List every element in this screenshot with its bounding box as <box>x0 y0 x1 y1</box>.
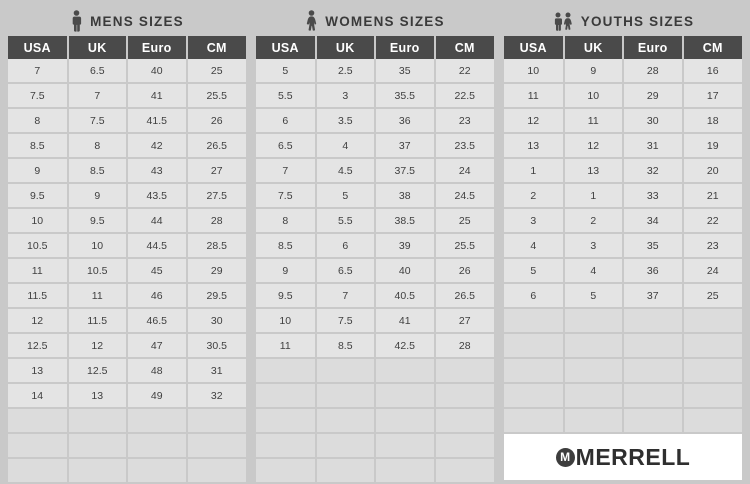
table-cell-uk: 6 <box>316 233 376 258</box>
table-cell-empty <box>8 433 68 458</box>
panel-womens-title <box>256 10 494 32</box>
table-cell-euro: 37.5 <box>375 158 435 183</box>
table-cell-empty <box>435 458 495 483</box>
table-cell-euro: 37 <box>623 283 683 308</box>
table-cell-usa: 4 <box>504 233 564 258</box>
table-cell-uk: 11.5 <box>68 308 128 333</box>
table-cell-usa: 13 <box>504 133 564 158</box>
table-cell-usa: 2 <box>504 183 564 208</box>
table-cell-euro: 41.5 <box>127 108 187 133</box>
table-row <box>504 233 742 258</box>
table-cell-empty <box>256 383 316 408</box>
table-cell-euro: 40 <box>375 258 435 283</box>
table-row <box>8 358 246 383</box>
table-cell-empty <box>316 358 376 383</box>
table-cell-empty <box>564 408 624 433</box>
table-cell-cm: 19 <box>683 133 743 158</box>
table-cell-uk: 3 <box>316 83 376 108</box>
table-youths-body <box>504 59 742 481</box>
table-cell-cm: 22.5 <box>435 83 495 108</box>
table-cell-uk: 1 <box>564 183 624 208</box>
table-cell-cm: 27 <box>435 308 495 333</box>
table-cell-cm: 20 <box>683 158 743 183</box>
col-uk: UK <box>68 36 128 59</box>
table-row <box>8 233 246 258</box>
table-row <box>504 59 742 83</box>
table-cell-euro: 47 <box>127 333 187 358</box>
table-cell-uk: 9.5 <box>68 208 128 233</box>
table-cell-cm: 30.5 <box>187 333 247 358</box>
panel-mens <box>8 10 246 452</box>
table-cell-euro: 41 <box>375 308 435 333</box>
table-cell-euro: 33 <box>623 183 683 208</box>
table-cell-euro: 31 <box>623 133 683 158</box>
col-cm: CM <box>435 36 495 59</box>
table-cell-empty <box>127 458 187 483</box>
table-cell-euro: 37 <box>375 133 435 158</box>
table-cell-empty <box>68 408 128 433</box>
table-cell-uk: 4.5 <box>316 158 376 183</box>
table-cell-uk: 2.5 <box>316 59 376 83</box>
table-row <box>256 333 494 358</box>
table-cell-empty <box>316 408 376 433</box>
table-mens-header-row <box>8 36 246 59</box>
table-cell-euro: 32 <box>623 158 683 183</box>
children-figures-icon <box>552 10 574 32</box>
table-row <box>8 158 246 183</box>
col-usa: USA <box>8 36 68 59</box>
table-row-empty <box>8 458 246 483</box>
table-cell-usa: 10 <box>8 208 68 233</box>
table-cell-cm: 29 <box>187 258 247 283</box>
table-cell-uk: 11 <box>68 283 128 308</box>
table-youths-header-row <box>504 36 742 59</box>
panel-womens-title-text: WOMENS SIZES <box>325 13 445 29</box>
table-cell-empty <box>8 408 68 433</box>
table-cell-uk: 8.5 <box>316 333 376 358</box>
table-cell-cm: 25.5 <box>435 233 495 258</box>
table-cell-euro: 45 <box>127 258 187 283</box>
table-cell-euro: 38 <box>375 183 435 208</box>
table-cell-usa: 10 <box>256 308 316 333</box>
table-cell-usa: 8 <box>8 108 68 133</box>
table-cell-euro: 28 <box>623 59 683 83</box>
table-row-empty <box>256 408 494 433</box>
table-row-empty <box>504 358 742 383</box>
table-row <box>8 383 246 408</box>
table-cell-usa: 7 <box>8 59 68 83</box>
col-usa: USA <box>256 36 316 59</box>
table-cell-uk: 2 <box>564 208 624 233</box>
table-cell-euro: 43 <box>127 158 187 183</box>
table-row <box>256 108 494 133</box>
table-cell-empty <box>623 408 683 433</box>
table-cell-cm: 25 <box>435 208 495 233</box>
table-cell-cm: 32 <box>187 383 247 408</box>
table-cell-empty <box>187 433 247 458</box>
table-row-empty <box>256 458 494 483</box>
panel-youths <box>504 10 742 470</box>
table-cell-empty <box>683 383 743 408</box>
table-cell-empty <box>504 383 564 408</box>
table-cell-empty <box>68 433 128 458</box>
table-cell-cm: 26 <box>435 258 495 283</box>
woman-figure-icon <box>305 10 318 32</box>
panel-mens-title <box>8 10 246 32</box>
table-row <box>504 108 742 133</box>
table-cell-uk: 7.5 <box>316 308 376 333</box>
table-cell-cm: 24.5 <box>435 183 495 208</box>
table-womens <box>256 36 494 484</box>
table-row <box>504 258 742 283</box>
table-cell-uk: 10.5 <box>68 258 128 283</box>
table-cell-empty <box>435 433 495 458</box>
panel-womens <box>256 10 494 452</box>
col-cm: CM <box>683 36 743 59</box>
table-cell-empty <box>316 433 376 458</box>
table-cell-empty <box>375 408 435 433</box>
table-cell-empty <box>504 308 564 333</box>
merrell-wordmark: MERRELL <box>575 443 691 470</box>
col-euro: Euro <box>375 36 435 59</box>
table-cell-usa: 11 <box>504 83 564 108</box>
table-row <box>256 233 494 258</box>
table-row <box>8 258 246 283</box>
table-mens <box>8 36 246 484</box>
table-cell-cm: 25 <box>683 283 743 308</box>
table-cell-cm: 25 <box>187 59 247 83</box>
table-row <box>256 83 494 108</box>
table-row <box>504 183 742 208</box>
table-cell-euro: 34 <box>623 208 683 233</box>
table-cell-empty <box>683 308 743 333</box>
table-cell-empty <box>256 433 316 458</box>
table-cell-uk: 13 <box>68 383 128 408</box>
table-cell-usa: 3 <box>504 208 564 233</box>
table-cell-empty <box>564 333 624 358</box>
table-cell-uk: 10 <box>564 83 624 108</box>
table-cell-cm: 23 <box>435 108 495 133</box>
table-cell-empty <box>316 458 376 483</box>
table-row-empty <box>504 333 742 358</box>
table-cell-usa: 9 <box>8 158 68 183</box>
table-cell-cm: 28 <box>435 333 495 358</box>
table-row <box>8 59 246 83</box>
table-cell-empty <box>187 408 247 433</box>
table-cell-empty <box>504 408 564 433</box>
table-cell-cm: 26.5 <box>435 283 495 308</box>
table-cell-empty <box>683 408 743 433</box>
table-cell-usa: 14 <box>8 383 68 408</box>
table-cell-cm: 23 <box>683 233 743 258</box>
panel-youths-title-text: YOUTHS SIZES <box>580 13 695 29</box>
table-cell-uk: 4 <box>564 258 624 283</box>
table-row <box>256 133 494 158</box>
table-cell-empty <box>375 458 435 483</box>
table-row-empty <box>504 383 742 408</box>
table-row-empty <box>256 358 494 383</box>
table-cell-cm: 24 <box>683 258 743 283</box>
table-cell-euro: 29 <box>623 83 683 108</box>
table-cell-euro: 36 <box>623 258 683 283</box>
table-cell-uk: 6.5 <box>316 258 376 283</box>
table-cell-euro: 46.5 <box>127 308 187 333</box>
table-cell-cm: 21 <box>683 183 743 208</box>
table-cell-uk: 6.5 <box>68 59 128 83</box>
table-cell-empty <box>375 433 435 458</box>
panel-mens-title-text: MENS SIZES <box>90 13 184 29</box>
table-row <box>504 133 742 158</box>
table-cell-euro: 40 <box>127 59 187 83</box>
table-cell-uk: 12.5 <box>68 358 128 383</box>
col-uk: UK <box>564 36 624 59</box>
col-euro: Euro <box>623 36 683 59</box>
table-row <box>504 158 742 183</box>
table-cell-empty <box>435 408 495 433</box>
table-row <box>256 158 494 183</box>
table-cell-uk: 10 <box>68 233 128 258</box>
brand-cell <box>504 433 742 481</box>
table-cell-usa: 13 <box>8 358 68 383</box>
table-cell-uk: 7 <box>316 283 376 308</box>
table-row <box>256 183 494 208</box>
table-cell-empty <box>504 358 564 383</box>
table-cell-usa: 5 <box>504 258 564 283</box>
table-cell-empty <box>256 458 316 483</box>
table-row <box>504 283 742 308</box>
brand-row <box>504 433 742 481</box>
table-cell-euro: 41 <box>127 83 187 108</box>
table-cell-uk: 8.5 <box>68 158 128 183</box>
table-row <box>256 208 494 233</box>
table-cell-usa: 7 <box>256 158 316 183</box>
table-cell-usa: 10 <box>504 59 564 83</box>
table-cell-usa: 6 <box>256 108 316 133</box>
table-cell-euro: 44.5 <box>127 233 187 258</box>
table-cell-uk: 3.5 <box>316 108 376 133</box>
table-cell-usa: 6 <box>504 283 564 308</box>
table-cell-empty <box>375 383 435 408</box>
table-cell-euro: 40.5 <box>375 283 435 308</box>
table-cell-usa: 12 <box>8 308 68 333</box>
table-cell-cm: 28 <box>187 208 247 233</box>
table-cell-uk: 13 <box>564 158 624 183</box>
table-row-empty <box>8 408 246 433</box>
table-cell-cm: 26.5 <box>187 133 247 158</box>
table-cell-empty <box>435 383 495 408</box>
table-row <box>8 183 246 208</box>
table-cell-usa: 9 <box>256 258 316 283</box>
table-cell-cm: 29.5 <box>187 283 247 308</box>
table-cell-cm: 22 <box>435 59 495 83</box>
table-row <box>8 308 246 333</box>
table-cell-uk: 8 <box>68 133 128 158</box>
table-cell-euro: 42 <box>127 133 187 158</box>
table-cell-usa: 12 <box>504 108 564 133</box>
table-cell-cm: 26 <box>187 108 247 133</box>
table-row-empty <box>8 433 246 458</box>
table-cell-empty <box>316 383 376 408</box>
table-cell-usa: 11 <box>256 333 316 358</box>
table-cell-usa: 9.5 <box>8 183 68 208</box>
table-cell-euro: 38.5 <box>375 208 435 233</box>
table-cell-euro: 49 <box>127 383 187 408</box>
table-cell-uk: 5.5 <box>316 208 376 233</box>
table-cell-cm: 30 <box>187 308 247 333</box>
table-cell-euro: 35.5 <box>375 83 435 108</box>
table-cell-euro: 43.5 <box>127 183 187 208</box>
table-cell-cm: 22 <box>683 208 743 233</box>
table-cell-cm: 18 <box>683 108 743 133</box>
table-cell-empty <box>375 358 435 383</box>
table-cell-euro: 36 <box>375 108 435 133</box>
table-cell-uk: 5 <box>316 183 376 208</box>
table-cell-empty <box>623 333 683 358</box>
table-cell-euro: 48 <box>127 358 187 383</box>
table-cell-cm: 31 <box>187 358 247 383</box>
col-euro: Euro <box>127 36 187 59</box>
table-cell-uk: 9 <box>564 59 624 83</box>
table-cell-usa: 11.5 <box>8 283 68 308</box>
col-cm: CM <box>187 36 247 59</box>
man-figure-icon <box>70 10 83 32</box>
col-usa: USA <box>504 36 564 59</box>
table-row-empty <box>504 408 742 433</box>
table-row <box>256 59 494 83</box>
table-cell-empty <box>68 458 128 483</box>
table-cell-uk: 3 <box>564 233 624 258</box>
table-cell-uk: 11 <box>564 108 624 133</box>
table-row-empty <box>256 433 494 458</box>
table-cell-uk: 7 <box>68 83 128 108</box>
table-cell-usa: 10.5 <box>8 233 68 258</box>
table-cell-uk: 12 <box>564 133 624 158</box>
table-cell-uk: 4 <box>316 133 376 158</box>
table-cell-cm: 24 <box>435 158 495 183</box>
table-cell-empty <box>187 458 247 483</box>
table-cell-cm: 28.5 <box>187 233 247 258</box>
table-cell-usa: 7.5 <box>256 183 316 208</box>
table-row <box>256 283 494 308</box>
table-cell-euro: 44 <box>127 208 187 233</box>
table-cell-usa: 1 <box>504 158 564 183</box>
table-cell-empty <box>435 358 495 383</box>
table-row <box>8 333 246 358</box>
table-womens-body <box>256 59 494 483</box>
table-cell-empty <box>256 408 316 433</box>
table-cell-usa: 12.5 <box>8 333 68 358</box>
table-cell-empty <box>623 308 683 333</box>
table-cell-usa: 11 <box>8 258 68 283</box>
table-cell-empty <box>127 408 187 433</box>
table-cell-uk: 9 <box>68 183 128 208</box>
table-cell-cm: 16 <box>683 59 743 83</box>
table-cell-euro: 30 <box>623 108 683 133</box>
table-row <box>504 83 742 108</box>
table-cell-uk: 7.5 <box>68 108 128 133</box>
table-cell-empty <box>504 333 564 358</box>
table-cell-empty <box>8 458 68 483</box>
table-youths <box>504 36 742 482</box>
table-cell-empty <box>564 383 624 408</box>
table-cell-usa: 5 <box>256 59 316 83</box>
table-cell-euro: 35 <box>623 233 683 258</box>
table-row <box>8 208 246 233</box>
table-cell-empty <box>127 433 187 458</box>
table-row <box>8 108 246 133</box>
panel-youths-title <box>504 10 742 32</box>
table-cell-euro: 39 <box>375 233 435 258</box>
table-row-empty <box>504 308 742 333</box>
table-row <box>8 83 246 108</box>
table-cell-cm: 23.5 <box>435 133 495 158</box>
table-cell-usa: 6.5 <box>256 133 316 158</box>
table-row <box>8 133 246 158</box>
table-cell-usa: 9.5 <box>256 283 316 308</box>
table-cell-uk: 5 <box>564 283 624 308</box>
table-cell-empty <box>623 383 683 408</box>
table-cell-empty <box>564 358 624 383</box>
merrell-logo <box>504 434 742 480</box>
table-cell-cm: 25.5 <box>187 83 247 108</box>
table-cell-cm: 17 <box>683 83 743 108</box>
table-cell-euro: 46 <box>127 283 187 308</box>
table-cell-empty <box>623 358 683 383</box>
table-cell-cm: 27.5 <box>187 183 247 208</box>
table-row <box>8 283 246 308</box>
table-cell-usa: 8.5 <box>8 133 68 158</box>
table-cell-empty <box>683 333 743 358</box>
table-cell-usa: 5.5 <box>256 83 316 108</box>
table-mens-body <box>8 59 246 483</box>
table-womens-header-row <box>256 36 494 59</box>
table-cell-empty <box>564 308 624 333</box>
table-row-empty <box>256 383 494 408</box>
merrell-mark-icon: M <box>556 448 575 467</box>
table-cell-usa: 7.5 <box>8 83 68 108</box>
table-cell-uk: 12 <box>68 333 128 358</box>
table-cell-empty <box>256 358 316 383</box>
table-cell-usa: 8.5 <box>256 233 316 258</box>
table-row <box>256 258 494 283</box>
table-cell-cm: 27 <box>187 158 247 183</box>
table-cell-euro: 35 <box>375 59 435 83</box>
table-row <box>256 308 494 333</box>
col-uk: UK <box>316 36 376 59</box>
table-cell-euro: 42.5 <box>375 333 435 358</box>
table-cell-empty <box>683 358 743 383</box>
table-cell-usa: 8 <box>256 208 316 233</box>
table-row <box>504 208 742 233</box>
